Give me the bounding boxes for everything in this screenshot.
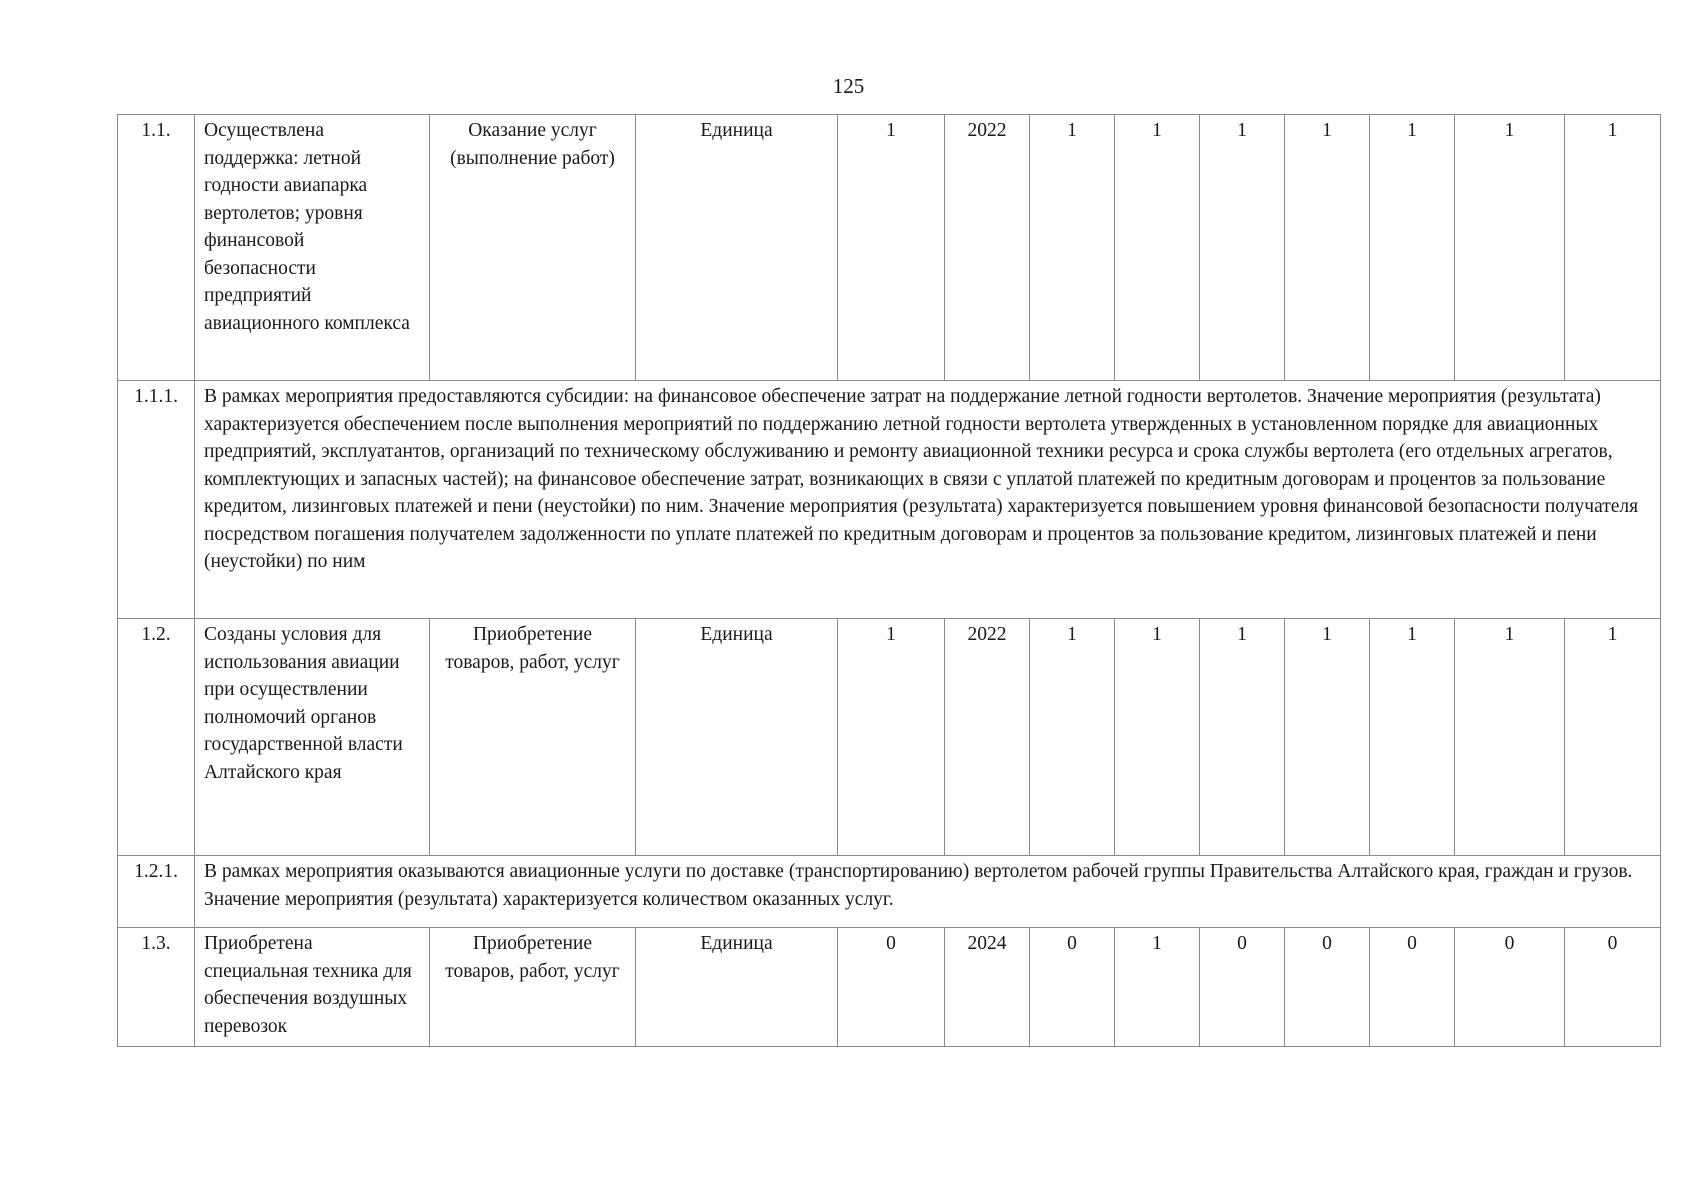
unit-of-measure: Единица <box>636 928 838 1047</box>
result-name: Приобретена специальная техника для обеспечения воздушных перевозок <box>195 928 430 1047</box>
row-number: 1.2. <box>118 619 195 856</box>
result-kind: Приобретение товаров, работ, услуг <box>430 928 636 1047</box>
base-value: 1 <box>838 115 945 381</box>
year-value: 1 <box>1030 619 1115 856</box>
year-value: 0 <box>1285 928 1370 1047</box>
year-value: 1 <box>1370 619 1455 856</box>
year-value: 1 <box>1115 115 1200 381</box>
row-number: 1.3. <box>118 928 195 1047</box>
base-value: 0 <box>838 928 945 1047</box>
base-year: 2022 <box>945 619 1030 856</box>
year-value: 0 <box>1455 928 1565 1047</box>
year-value: 1 <box>1200 115 1285 381</box>
row-number: 1.1.1. <box>118 381 195 619</box>
results-table <box>117 114 1661 1047</box>
year-value: 1 <box>1455 115 1565 381</box>
unit-of-measure: Единица <box>636 115 838 381</box>
base-year: 2022 <box>945 115 1030 381</box>
year-value: 1 <box>1455 619 1565 856</box>
year-value: 0 <box>1370 928 1455 1047</box>
result-name: Созданы условия для использования авиации при осуществлении полномочий органов государственной власти Алтайского края <box>195 619 430 856</box>
result-description: В рамках мероприятия предоставляются субсидии: на финансовое обеспечение затрат на поддержание летной годности вертолетов. Значение мероприятия (результата) характеризуется обеспечением после выполнения мероприятий по поддержанию летной годности вертолета утвержденных в установленном порядке для авиационных предприятий, эксплуатантов, организаций по техническому обслуживанию и ремонту авиационной техники ресурса и срока службы вертолета (его отдельных агрегатов, комплектующих и запасных частей); на финансовое обеспечение затрат, возникающих в связи с уплатой платежей по кредитным договорам и процентов за пользование кредитом, лизинговых платежей и пени (неустойки) по ним. Значение мероприятия (результата) характеризуется повышением уровня финансовой безопасности получателя посредством погашения получателем задолженности по уплате платежей по кредитным договорам и процентов за пользование кредитом, лизинговых платежей и пени (неустойки) по ним <box>195 381 1661 619</box>
table-row <box>118 856 1661 928</box>
year-value: 1 <box>1565 115 1661 381</box>
base-value: 1 <box>838 619 945 856</box>
result-kind: Приобретение товаров, работ, услуг <box>430 619 636 856</box>
page-number: 125 <box>832 74 865 98</box>
year-value: 1 <box>1370 115 1455 381</box>
unit-of-measure: Единица <box>636 619 838 856</box>
year-value: 1 <box>1115 619 1200 856</box>
table-row <box>118 928 1661 1047</box>
year-value: 1 <box>1115 928 1200 1047</box>
year-value: 1 <box>1285 115 1370 381</box>
result-description: В рамках мероприятия оказываются авиационные услуги по доставке (транспортированию) вертолетом рабочей группы Правительства Алтайского края, граждан и грузов. Значение мероприятия (результата) характеризуется количеством оказанных услуг. <box>195 856 1661 928</box>
year-value: 1 <box>1030 115 1115 381</box>
year-value: 0 <box>1565 928 1661 1047</box>
table-row <box>118 115 1661 381</box>
result-kind: Оказание услуг (выполнение работ) <box>430 115 636 381</box>
base-year: 2024 <box>945 928 1030 1047</box>
year-value: 1 <box>1565 619 1661 856</box>
year-value: 1 <box>1285 619 1370 856</box>
row-number: 1.2.1. <box>118 856 195 928</box>
row-number: 1.1. <box>118 115 195 381</box>
table-row <box>118 381 1661 619</box>
table-row <box>118 619 1661 856</box>
result-name: Осуществлена поддержка: летной годности авиапарка вертолетов; уровня финансовой безопасности предприятий авиационного комплекса <box>195 115 430 381</box>
year-value: 0 <box>1030 928 1115 1047</box>
year-value: 0 <box>1200 928 1285 1047</box>
year-value: 1 <box>1200 619 1285 856</box>
